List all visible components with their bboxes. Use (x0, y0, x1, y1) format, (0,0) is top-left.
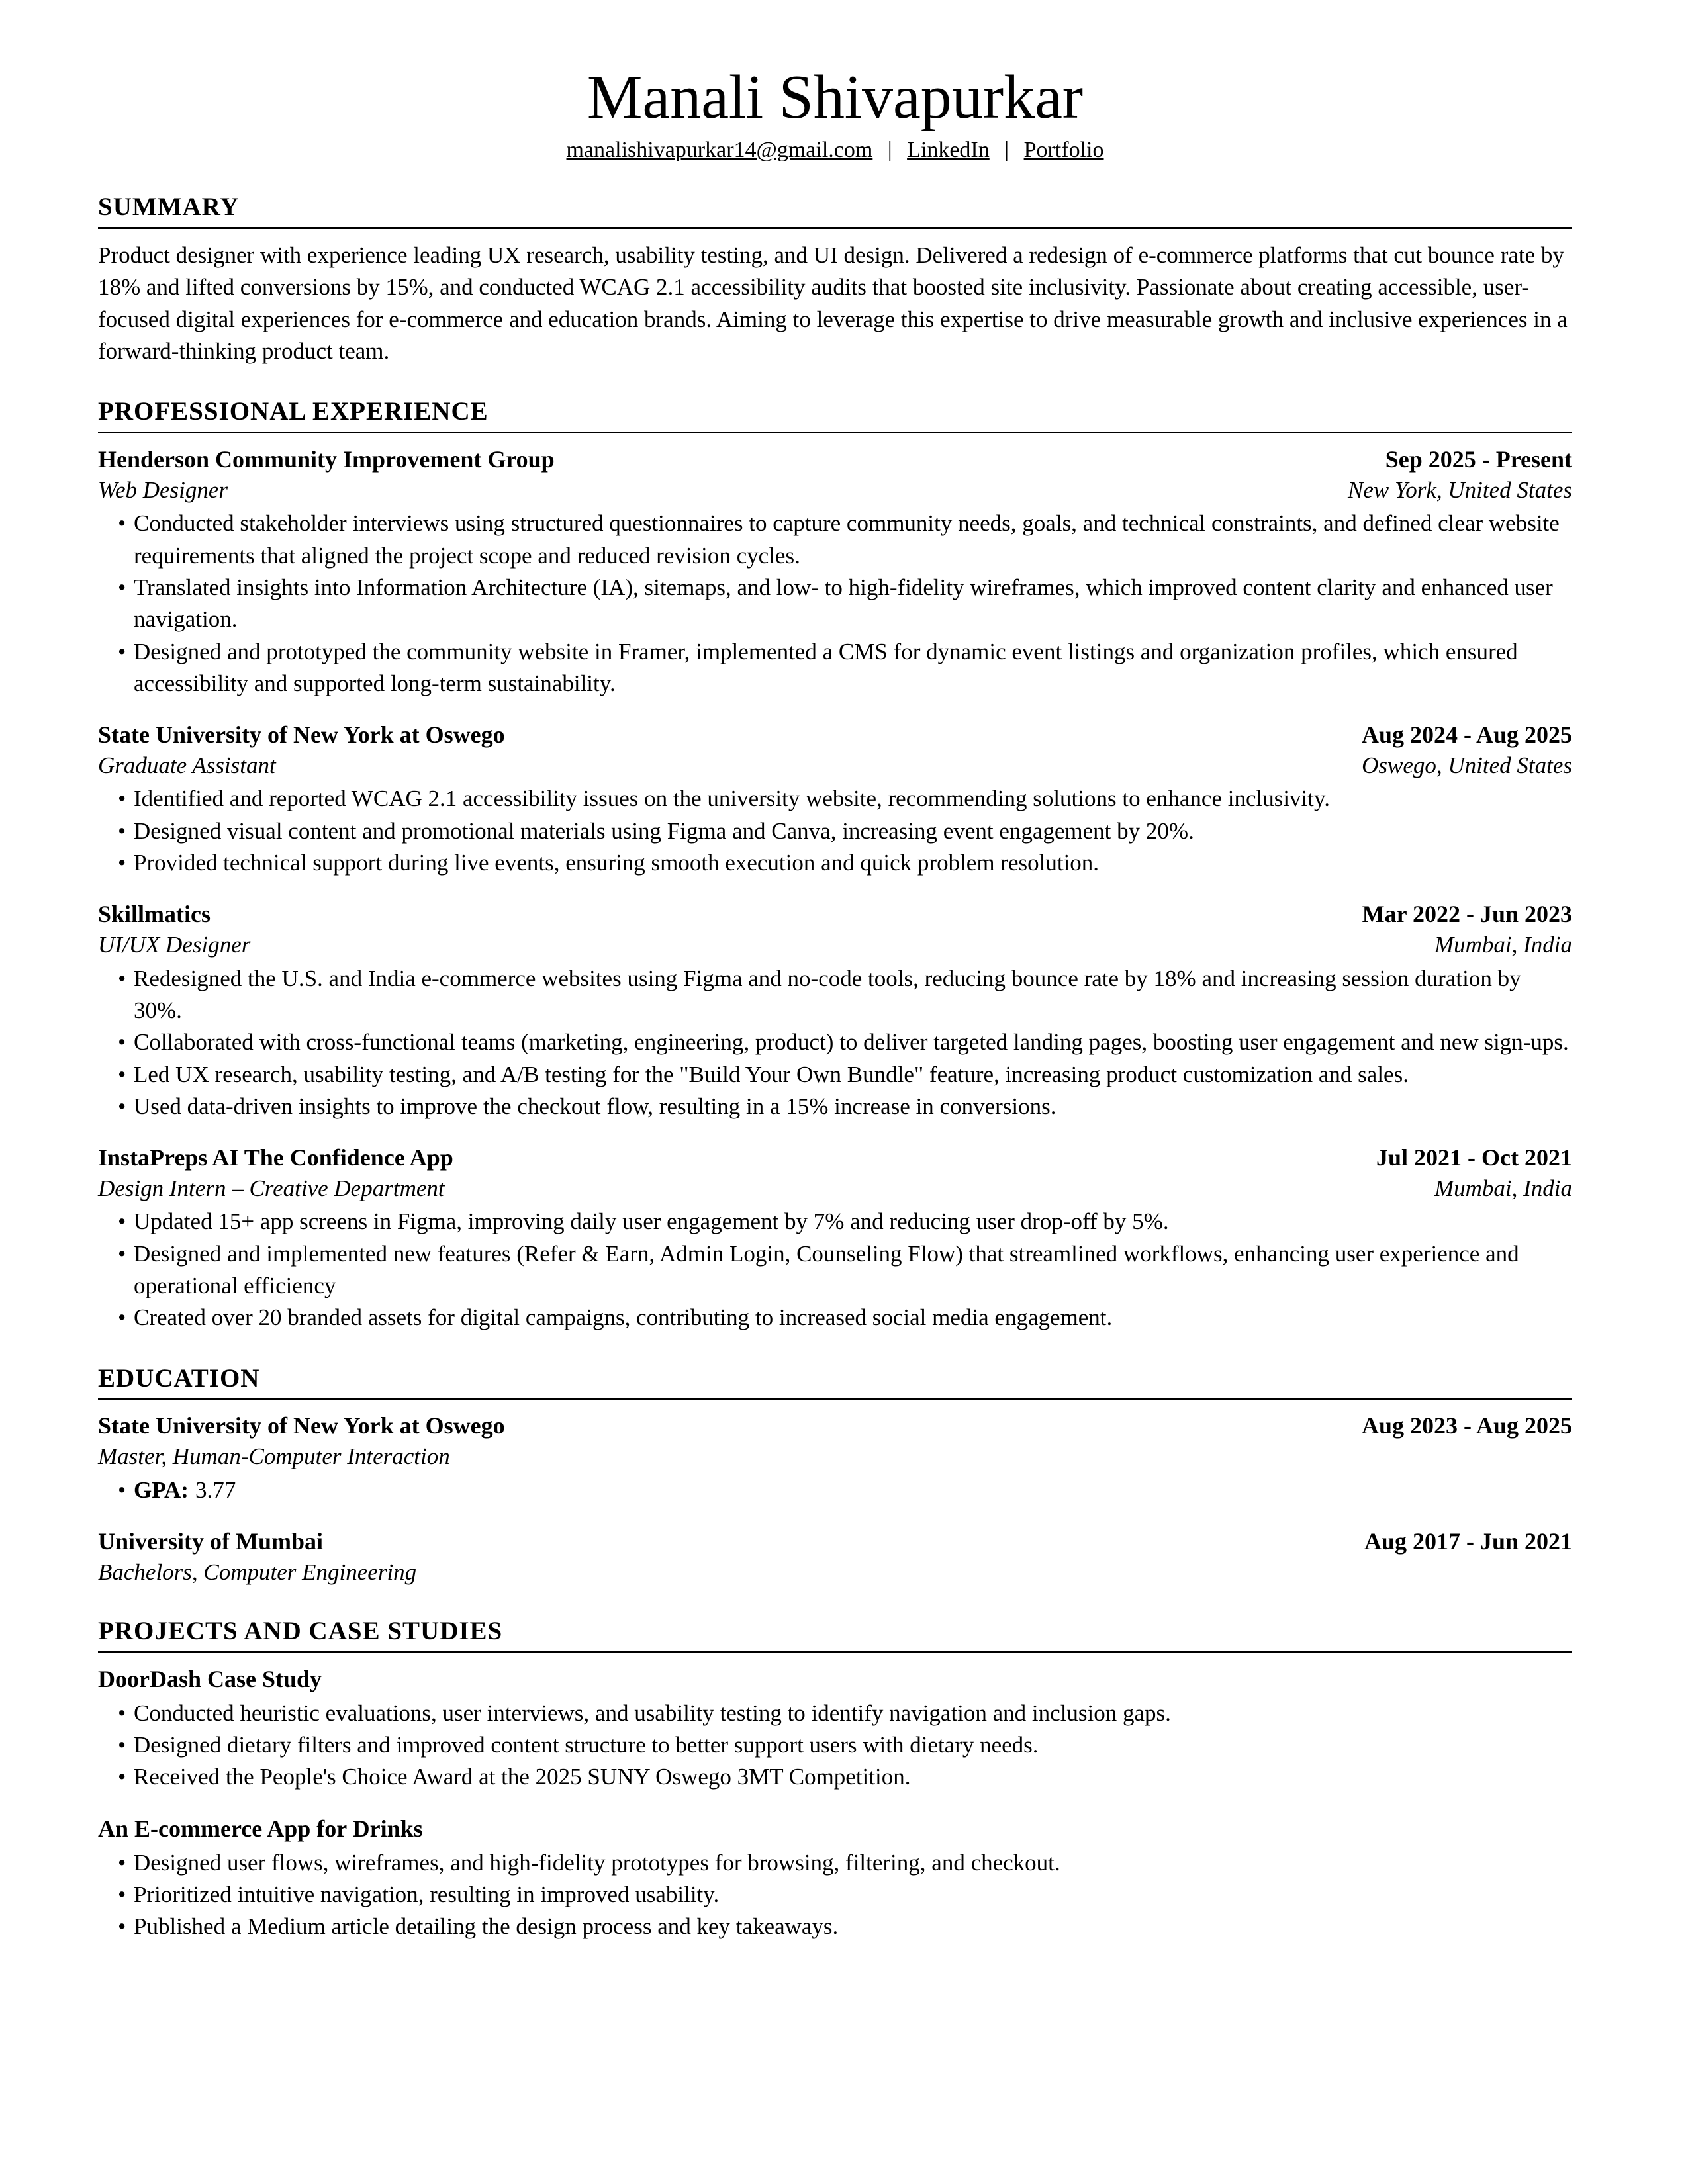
project-name: An E-commerce App for Drinks (98, 1815, 423, 1842)
job-title: Design Intern – Creative Department (98, 1175, 445, 1201)
experience-entry (98, 444, 1572, 700)
school-name: University of Mumbai (98, 1527, 323, 1555)
entry-dates: Aug 2023 - Aug 2025 (1361, 1412, 1572, 1439)
company-name: InstaPreps AI The Confidence App (98, 1144, 453, 1171)
section-summary (98, 192, 1572, 367)
company-name: Henderson Community Improvement Group (98, 446, 555, 473)
section-projects (98, 1616, 1572, 1942)
section-divider (98, 1651, 1572, 1653)
section-experience (98, 396, 1572, 1334)
job-title: Web Designer (98, 477, 228, 503)
summary-text: Product designer with experience leading UX research, usability testing, and UI design. Delivered a redesign of e-commerce platforms that cut bounce rate by 18% and lifted conversions by 15%, and conducted WCAG 2.1 accessibility audits that boosted site inclusivity. Passionate about creating accessible, user-focused digital experiences for e-commerce and education brands. Aiming to leverage this expertise to drive measurable growth and inclusive experiences in a forward-thinking product team. (98, 242, 1568, 364)
bullet-item: • Conducted heuristic evaluations, user interviews, and usability testing to identify navigation and inclusion gaps. (98, 1698, 1572, 1729)
experience-entry (98, 899, 1572, 1122)
bullet-item: • Designed user flows, wireframes, and high-fidelity prototypes for browsing, filtering, and checkout. (98, 1847, 1572, 1879)
bullet-item: • Identified and reported WCAG 2.1 accessibility issues on the university website, recommending solutions to enhance inclusivity. (98, 783, 1572, 815)
project-entry (98, 1813, 1572, 1943)
bullet-item: • Designed dietary filters and improved content structure to better support users with dietary needs. (98, 1729, 1572, 1761)
project-name: DoorDash Case Study (98, 1666, 322, 1693)
bullet-item: • Conducted stakeholder interviews using structured questionnaires to capture community needs, goals, and technical constraints, and defined clear website requirements that aligned the project scope and reduced revision cycles. (98, 508, 1572, 572)
bullet-item: • Redesigned the U.S. and India e-commerce websites using Figma and no-code tools, reducing bounce rate by 18% and increasing session duration by 30%. (98, 963, 1572, 1027)
section-divider (98, 1398, 1572, 1400)
bullet-item: • Created over 20 branded assets for digital campaigns, contributing to increased social media engagement. (98, 1302, 1572, 1334)
section-education (98, 1363, 1572, 1588)
degree-name: Master, Human-Computer Interaction (98, 1443, 450, 1470)
bullet-item: • Provided technical support during live events, ensuring smooth execution and quick problem resolution. (98, 847, 1572, 879)
entry-dates: Sep 2025 - Present (1385, 446, 1572, 473)
bullet-item: • Designed and prototyped the community website in Framer, implemented a CMS for dynamic event listings and organization profiles, which ensured accessibility and supported long-term sustainability. (98, 636, 1572, 700)
job-title: UI/UX Designer (98, 932, 251, 958)
entry-dates: Aug 2017 - Jun 2021 (1364, 1527, 1572, 1555)
job-location: Mumbai, India (1434, 932, 1572, 958)
job-title: Graduate Assistant (98, 752, 276, 778)
job-location: Mumbai, India (1434, 1175, 1572, 1201)
project-entry (98, 1664, 1572, 1794)
job-location: Oswego, United States (1362, 752, 1572, 778)
entry-dates: Mar 2022 - Jun 2023 (1362, 901, 1572, 928)
bullet-item: • Collaborated with cross-functional teams (marketing, engineering, product) to deliver targeted landing pages, boosting user engagement and new sign-ups. (98, 1026, 1572, 1058)
section-title-summary: SUMMARY (98, 193, 240, 222)
gpa-value: 3.77 (195, 1477, 236, 1503)
portfolio-link[interactable]: Portfolio (1023, 138, 1104, 163)
contact-line (98, 138, 1572, 163)
education-entry (98, 1410, 1572, 1506)
section-divider (98, 227, 1572, 229)
bullet-item: • Translated insights into Information Architecture (IA), sitemaps, and low- to high-fidelity wireframes, which improved content clarity and enhanced user navigation. (98, 572, 1572, 636)
education-entry (98, 1526, 1572, 1587)
section-divider (98, 432, 1572, 433)
job-location: New York, United States (1348, 477, 1572, 503)
gpa-label: GPA: (134, 1477, 189, 1503)
email-link[interactable]: manalishivapurkar14@gmail.com (566, 138, 873, 163)
company-name: Skillmatics (98, 901, 211, 928)
contact-separator: | (1004, 138, 1009, 163)
degree-name: Bachelors, Computer Engineering (98, 1559, 417, 1585)
experience-entry (98, 1142, 1572, 1334)
entry-dates: Aug 2024 - Aug 2025 (1361, 721, 1572, 749)
experience-entry (98, 719, 1572, 879)
bullet-item: • Designed visual content and promotional materials using Figma and Canva, increasing event engagement by 20%. (98, 815, 1572, 847)
bullet-item: • Received the People's Choice Award at the 2025 SUNY Oswego 3MT Competition. (98, 1761, 1572, 1793)
company-name: State University of New York at Oswego (98, 721, 505, 749)
bullet-item: • Designed and implemented new features (Refer & Earn, Admin Login, Counseling Flow) that streamlined workflows, enhancing user experience and operational efficiency (98, 1238, 1572, 1302)
contact-separator: | (887, 138, 892, 163)
bullet-item: • Led UX research, usability testing, and A/B testing for the "Build Your Own Bundle" feature, increasing product customization and sales. (98, 1059, 1572, 1091)
section-title-projects: PROJECTS AND CASE STUDIES (98, 1617, 503, 1646)
bullet-item: • Used data-driven insights to improve the checkout flow, resulting in a 15% increase in conversions. (98, 1091, 1572, 1122)
section-title-education: EDUCATION (98, 1363, 260, 1392)
bullet-item (98, 1475, 1572, 1506)
linkedin-link[interactable]: LinkedIn (907, 138, 990, 163)
resume-name: Manali Shivapurkar (586, 63, 1084, 132)
bullet-item: • Published a Medium article detailing the design process and key takeaways. (98, 1911, 1572, 1942)
bullet-item: • Prioritized intuitive navigation, resulting in improved usability. (98, 1879, 1572, 1911)
school-name: State University of New York at Oswego (98, 1412, 505, 1439)
bullet-item: • Updated 15+ app screens in Figma, improving daily user engagement by 7% and reducing user drop-off by 5%. (98, 1206, 1572, 1238)
entry-dates: Jul 2021 - Oct 2021 (1376, 1144, 1572, 1171)
section-title-experience: PROFESSIONAL EXPERIENCE (98, 397, 489, 426)
